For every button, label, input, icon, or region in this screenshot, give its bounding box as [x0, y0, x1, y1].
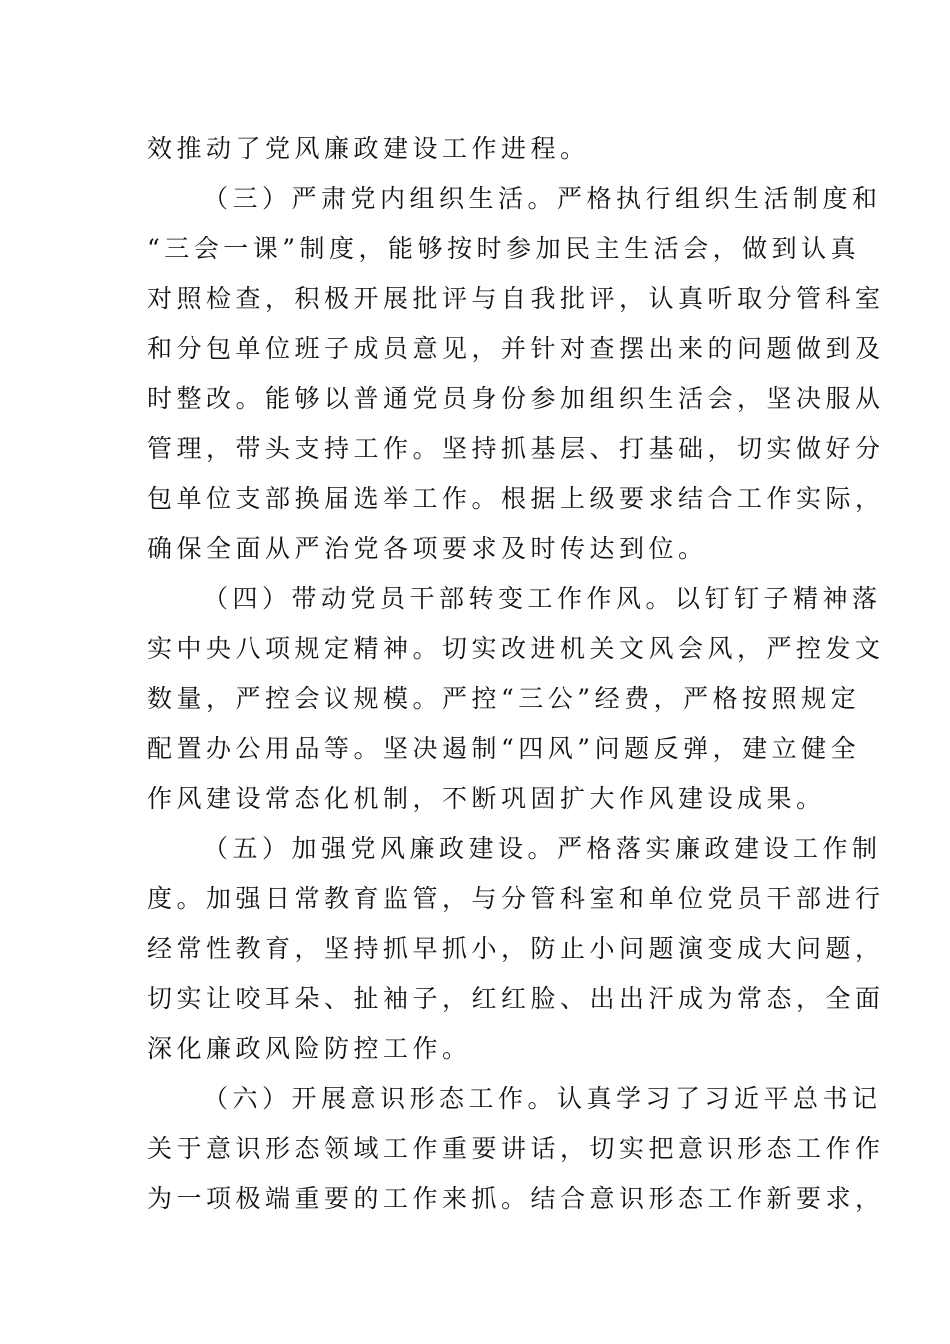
paragraph-line: 对照检查，积极开展批评与自我批评，认真听取分管科室: [147, 284, 885, 313]
section-5-paragraph: [147, 824, 885, 1074]
paragraph-line: 为一项极端重要的工作来抓。结合意识形态工作新要求，: [147, 1184, 885, 1213]
paragraph-line: “三会一课”制度，能够按时参加民主生活会，做到认真: [147, 234, 861, 263]
section-3-paragraph: [147, 174, 885, 574]
continuation-line: 效推动了党风廉政建设工作进程。: [147, 134, 590, 163]
paragraph-line: 确保全面从严治党各项要求及时传达到位。: [147, 534, 708, 563]
section-4-paragraph: [147, 574, 885, 824]
paragraph-line: 切实让咬耳朵、扯袖子，红红脸、出出汗成为常态，全面: [147, 984, 885, 1013]
document-body: [147, 124, 885, 1224]
paragraph-line: 度。加强日常教育监管，与分管科室和单位党员干部进行: [147, 884, 885, 913]
paragraph-line: 配置办公用品等。坚决遏制“四风”问题反弹，建立健全: [147, 734, 861, 763]
paragraph-line: 时整改。能够以普通党员身份参加组织生活会，坚决服从: [147, 384, 885, 413]
paragraph-line: 和分包单位班子成员意见，并针对查摆出来的问题做到及: [147, 334, 885, 363]
paragraph-line: （四）带动党员干部转变工作作风。以钉钉子精神落: [203, 584, 882, 613]
section-6-paragraph: [147, 1074, 885, 1224]
paragraph-line: 管理，带头支持工作。坚持抓基层、打基础，切实做好分: [147, 434, 885, 463]
paragraph-line: （三）严肃党内组织生活。严格执行组织生活制度和: [203, 184, 882, 213]
paragraph-line: （六）开展意识形态工作。认真学习了习近平总书记: [203, 1084, 882, 1113]
paragraph-line: 关于意识形态领域工作重要讲话，切实把意识形态工作作: [147, 1134, 885, 1163]
paragraph-line: 深化廉政风险防控工作。: [147, 1034, 472, 1063]
paragraph-line: 经常性教育，坚持抓早抓小，防止小问题演变成大问题，: [147, 934, 885, 963]
paragraph-line: 实中央八项规定精神。切实改进机关文风会风，严控发文: [147, 634, 885, 663]
paragraph-line: 数量，严控会议规模。严控“三公”经费，严格按照规定: [147, 684, 861, 713]
paragraph-line: 作风建设常态化机制，不断巩固扩大作风建设成果。: [147, 784, 826, 813]
paragraph-line: （五）加强党风廉政建设。严格落实廉政建设工作制: [203, 834, 882, 863]
paragraph-line: 包单位支部换届选举工作。根据上级要求结合工作实际，: [147, 484, 885, 513]
